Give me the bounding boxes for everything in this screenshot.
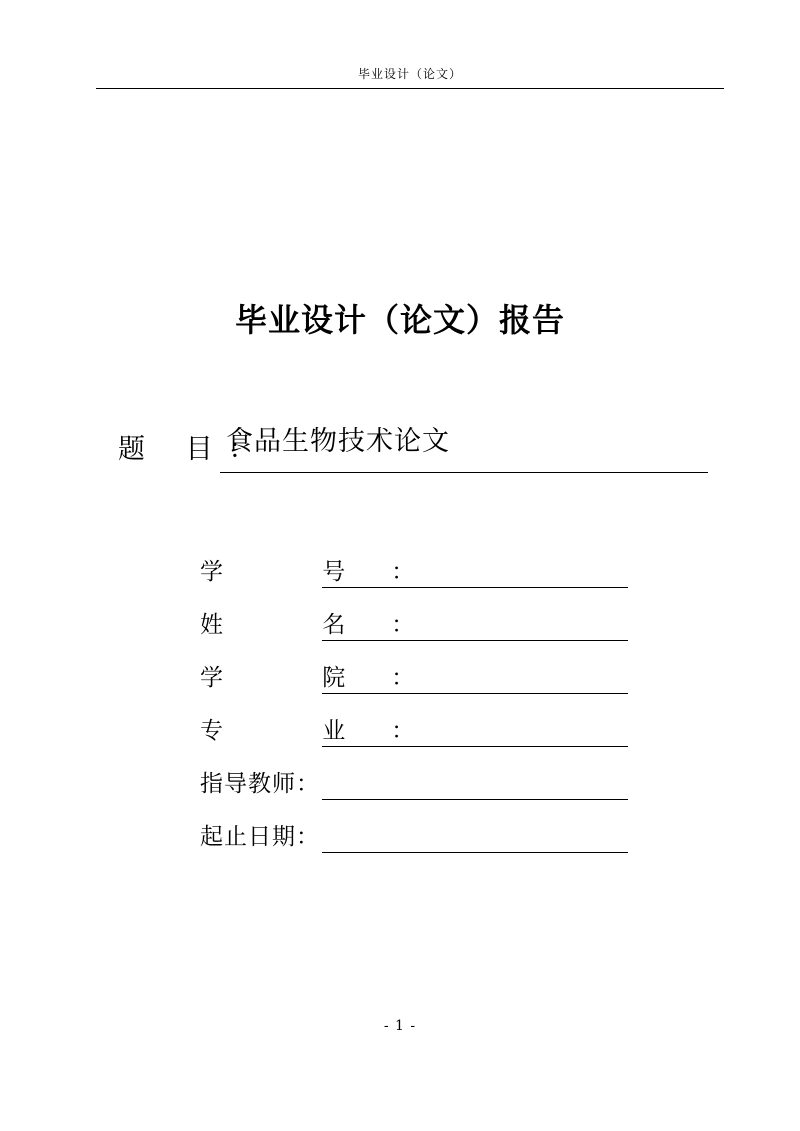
field-label: 专 业： (200, 718, 461, 744)
field-label: 姓 名： (200, 612, 461, 638)
field-label: 起止日期： (200, 824, 320, 850)
topic-label: 题 目： (118, 434, 272, 465)
field-row-advisor (200, 760, 628, 800)
field-row-dates (200, 813, 628, 853)
field-row-student-id (200, 548, 628, 588)
field-underline (322, 587, 628, 588)
topic-underline (220, 472, 708, 473)
field-row-college (200, 654, 628, 694)
field-label: 指导教师： (200, 771, 320, 797)
running-header: 毕业设计（论文） (357, 67, 462, 81)
field-label: 学 号： (200, 559, 461, 585)
field-row-name (200, 601, 628, 641)
report-title: 毕业设计（论文）报告 (234, 301, 565, 339)
field-underline (322, 799, 628, 800)
field-row-major (200, 707, 628, 747)
field-label: 学 院： (200, 665, 461, 691)
topic-value: 食品生物技术论文 (226, 426, 450, 457)
field-underline (322, 693, 628, 694)
page-number: - 1 - (383, 1018, 417, 1034)
field-underline (322, 746, 628, 747)
header-rule (96, 88, 724, 89)
field-underline (322, 640, 628, 641)
field-underline (322, 852, 628, 853)
